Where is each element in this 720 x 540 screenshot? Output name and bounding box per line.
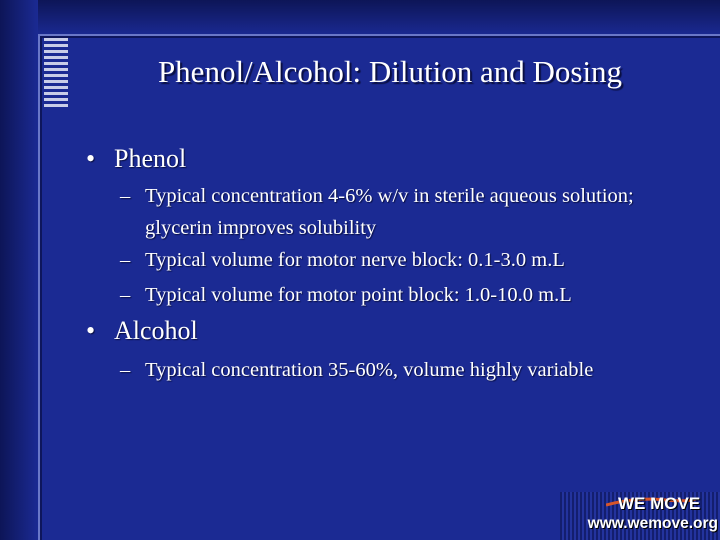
frame-shadow-left xyxy=(40,36,42,540)
sub-bullet-alcohol-concentration xyxy=(120,354,680,386)
bullet-glyph: • xyxy=(86,144,96,173)
frame-shadow-top xyxy=(40,36,720,38)
logo-wordmark: WE MOVE xyxy=(618,494,701,513)
sub-bullet-text: Typical volume for motor nerve block: 0.1-3.0 m.L xyxy=(145,249,565,271)
dash-glyph: – xyxy=(120,359,131,381)
bullet-label: Alcohol xyxy=(114,316,198,345)
dash-glyph: – xyxy=(120,249,131,271)
bullet-label: Phenol xyxy=(114,144,187,173)
slide-title: Phenol/Alcohol: Dilution and Dosing xyxy=(157,54,623,89)
dash-glyph: – xyxy=(120,284,131,306)
sub-bullet-text: Typical concentration 4-6% w/v in sterile aqueous solution; glycerin improves solubility xyxy=(145,185,634,239)
sub-bullet-text: Typical concentration 35-60%, volume highly variable xyxy=(145,359,594,381)
sub-bullet-point-block xyxy=(120,279,680,311)
dash-glyph: – xyxy=(120,185,131,207)
frame-bevel-left xyxy=(0,0,38,540)
frame-bevel-top xyxy=(0,0,720,36)
sub-bullet-text: Typical volume for motor point block: 1.0-10.0 m.L xyxy=(145,284,572,306)
logo-url: www.wemove.org xyxy=(587,515,718,532)
bullet-glyph: • xyxy=(86,316,96,345)
sub-bullet-nerve-block xyxy=(120,244,680,276)
sub-bullet-concentration xyxy=(120,180,680,244)
